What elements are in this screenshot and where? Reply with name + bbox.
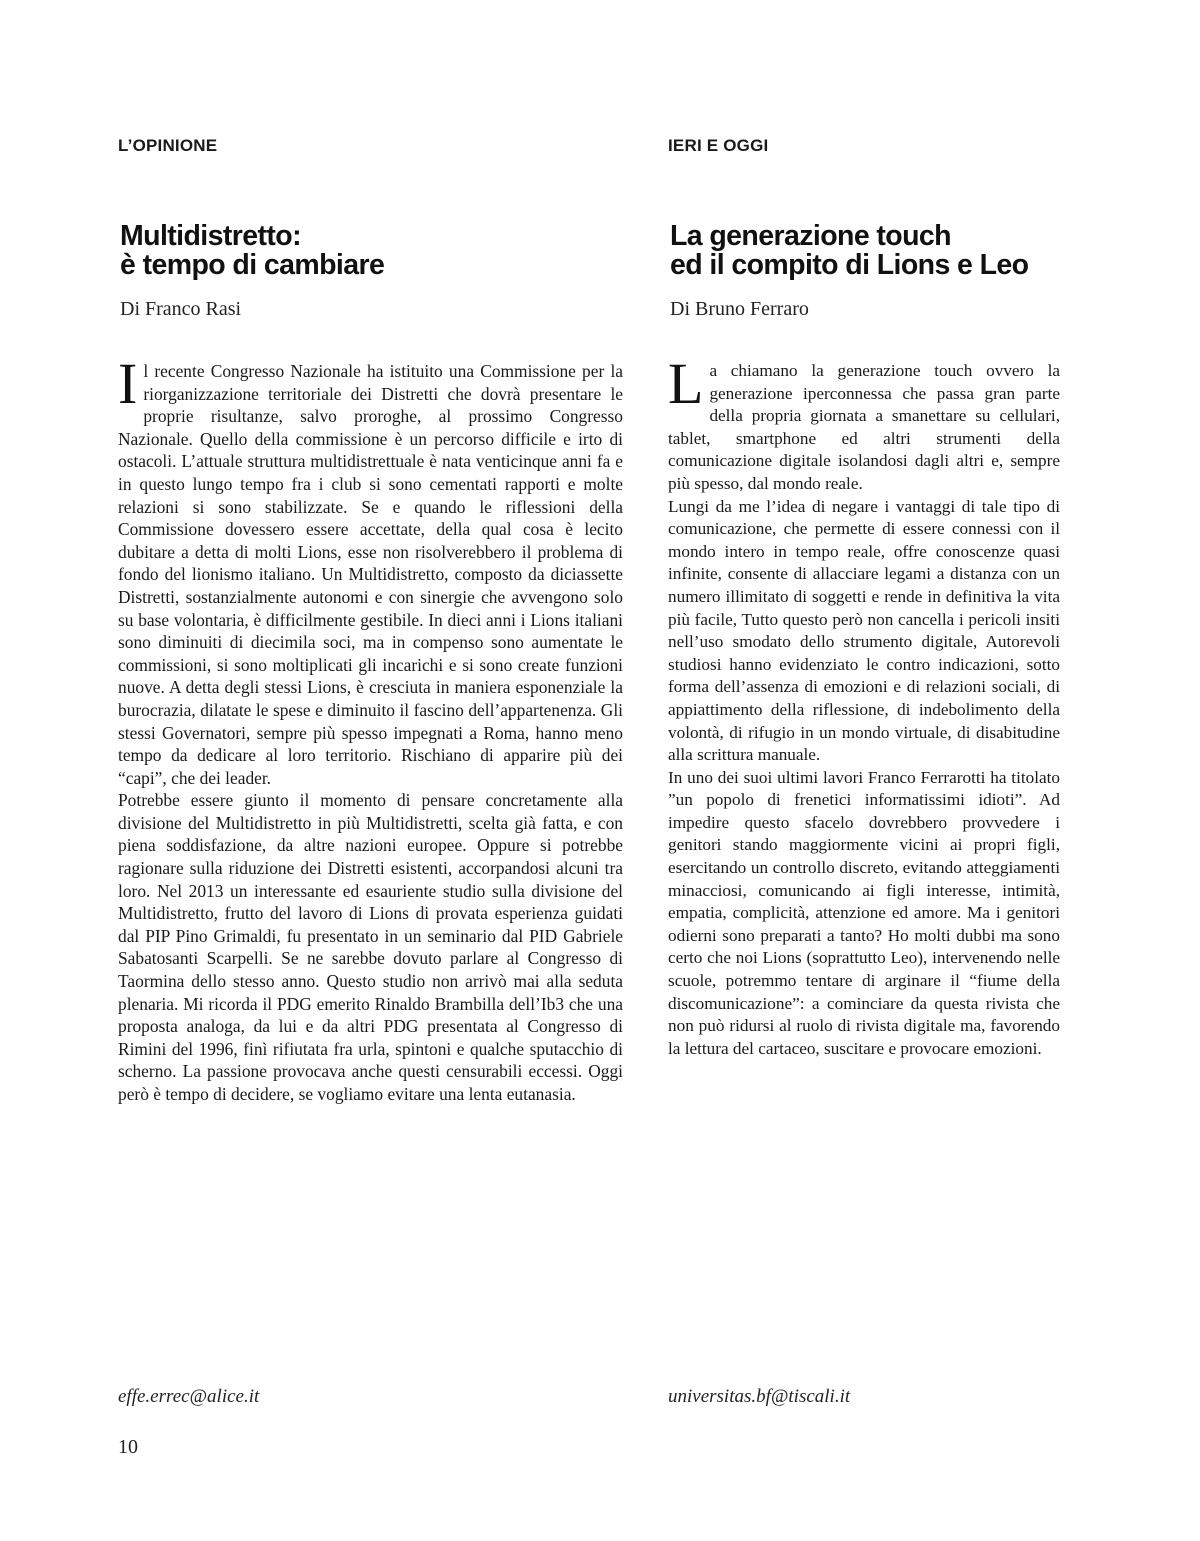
article-title xyxy=(670,222,1028,280)
byline: Di Franco Rasi xyxy=(120,298,242,320)
paragraph-text: l recente Congresso Nazionale ha istituito una Commissione per la riorganizzazione territoriale dei Distretti che dovrà presentare le proprie risultanze, salvo proroghe, al prossimo Congresso Nazionale. Quello della commissione è un percorso difficile e irto di ostacoli. L’attuale struttura multidistrettuale è nata venticinque anni fa e in questo lungo tempo fra i club si sono cementati rapporti e molte relazioni si sono stabilizzate. Se e quando le riflessioni della Commissione dovessero essere accettate, della qual cosa è lecito dubitare a detta di molti Lions, esse non risolverebbero il problema di fondo del lionismo italiano. Un Multidistretto, composto da diciassette Distretti, sostanzialmente autonomi e con sinergie che avvengono solo su base volontaria, è difficilmente gestibile. In dieci anni i Lions italiani sono diminuiti di diecimila soci, ma in compenso sono aumentate le commissioni, si sono moltiplicati gli incarichi e si sono create funzioni nuove. A detta degli stessi Lions, è cresciuta in maniera esponenziale la burocrazia, dilatate le spese e diminuito il fascino dell’appartenenza. Gli stessi Governatori, sempre più spesso impegnati a Roma, hanno meno tempo da dedicare al loro territorio. Rischiano di apparire più dei “capi”, che dei leader. xyxy=(118,361,623,788)
paragraph-text: a chiamano la generazione touch ovvero la generazione iperconnessa che passa gran parte della propria giornata a smanettare su cellulari, tablet, smartphone ed altri strumenti della comunicazione digitale isolandosi dagli altri e, sempre più spesso, dal mondo reale. xyxy=(668,361,1060,493)
article-body xyxy=(668,351,1060,1060)
body-paragraph xyxy=(118,351,623,789)
body-paragraph xyxy=(668,351,1060,496)
article-body xyxy=(118,351,623,1106)
article-title xyxy=(120,222,384,280)
title-line: ed il compito di Lions e Leo xyxy=(670,249,1029,281)
title-line: Multidistretto: xyxy=(120,220,301,252)
page-number: 10 xyxy=(118,1436,138,1458)
drop-cap: L xyxy=(668,351,704,416)
drop-cap: I xyxy=(118,351,138,416)
section-label: L’OPINIONE xyxy=(118,136,218,155)
title-line: La generazione touch xyxy=(670,220,951,252)
body-paragraph: Lungi da me l’idea di negare i vantaggi di tale tipo di comunicazione, che permette di essere connessi con il mondo intero in tempo reale, offre conoscenze quasi infinite, consente di allacciare legami a distanza con un numero illimitato di soggetti e rende in definitiva la vita più facile, Tutto questo però non cancella i pericoli insiti nell’uso smodato dello strumento digitale, Autorevoli studiosi hanno evidenziato le contro indicazioni, sotto forma dell’assenza di emozioni e di relazioni sociali, di appiattimento della riflessione, di indebolimento della volontà, di rifugio in un mondo virtuale, di disabitudine alla scrittura manuale. xyxy=(668,496,1060,765)
body-paragraph: Potrebbe essere giunto il momento di pensare concretamente alla divisione del Multidistretto in più Multidistretti, scelta già fatta, e con piena soddisfazione, da altre nazioni europee. Oppure si potrebbe ragionare sulla riduzione dei Distretti esistenti, accorpandosi alcuni tra loro. Nel 2013 un interessante ed esauriente studio sulla divisione del Multidistretto, frutto del lavoro di Lions di provata esperienza guidati dal PIP Pino Grimaldi, fu presentato in un seminario dal PID Gabriele Sabatosanti Scarpelli. Se ne sarebbe dovuto parlare al Congresso di Taormina dello stesso anno. Questo studio non arrivò mai alla seduta plenaria. Mi ricorda il PDG emerito Rinaldo Brambilla dell’Ib3 che una proposta analoga, da lui e da altri PDG presentata al Congresso di Rimini del 1996, finì rifiutata fra urla, spintoni e qualche sputacchio di scherno. La passione provocava anche questi censurabili eccessi. Oggi però è tempo di decidere, se vogliamo evitare una lenta eutanasia. xyxy=(118,790,623,1104)
byline: Di Bruno Ferraro xyxy=(670,298,809,320)
title-line: è tempo di cambiare xyxy=(120,249,385,281)
body-paragraph: In uno dei suoi ultimi lavori Franco Ferrarotti ha titolato ”un popolo di frenetici informatissimi idioti”. Ad impedire questo sfacelo dovrebbero provvedere i genitori stando maggiormente vicini ai propri figli, esercitando un controllo discreto, evitando atteggiamenti minacciosi, comunicando ai figli interesse, intimità, empatia, complicità, attenzione ed amore. Ma i genitori odierni sono preparati a tanto? Ho molti dubbi ma sono certo che noi Lions (soprattutto Leo), intervenendo nelle scuole, potremmo tentare di arginare il “fiume della discomunicazione”: a cominciare da questa rivista che non può ridursi al ruolo di rivista digitale ma, favorendo la lettura del cartaceo, suscitare e provocare emozioni. xyxy=(668,767,1060,1058)
author-email: universitas.bf@tiscali.it xyxy=(668,1386,851,1407)
author-email: effe.errec@alice.it xyxy=(118,1386,260,1407)
section-label: IERI E OGGI xyxy=(668,136,769,155)
